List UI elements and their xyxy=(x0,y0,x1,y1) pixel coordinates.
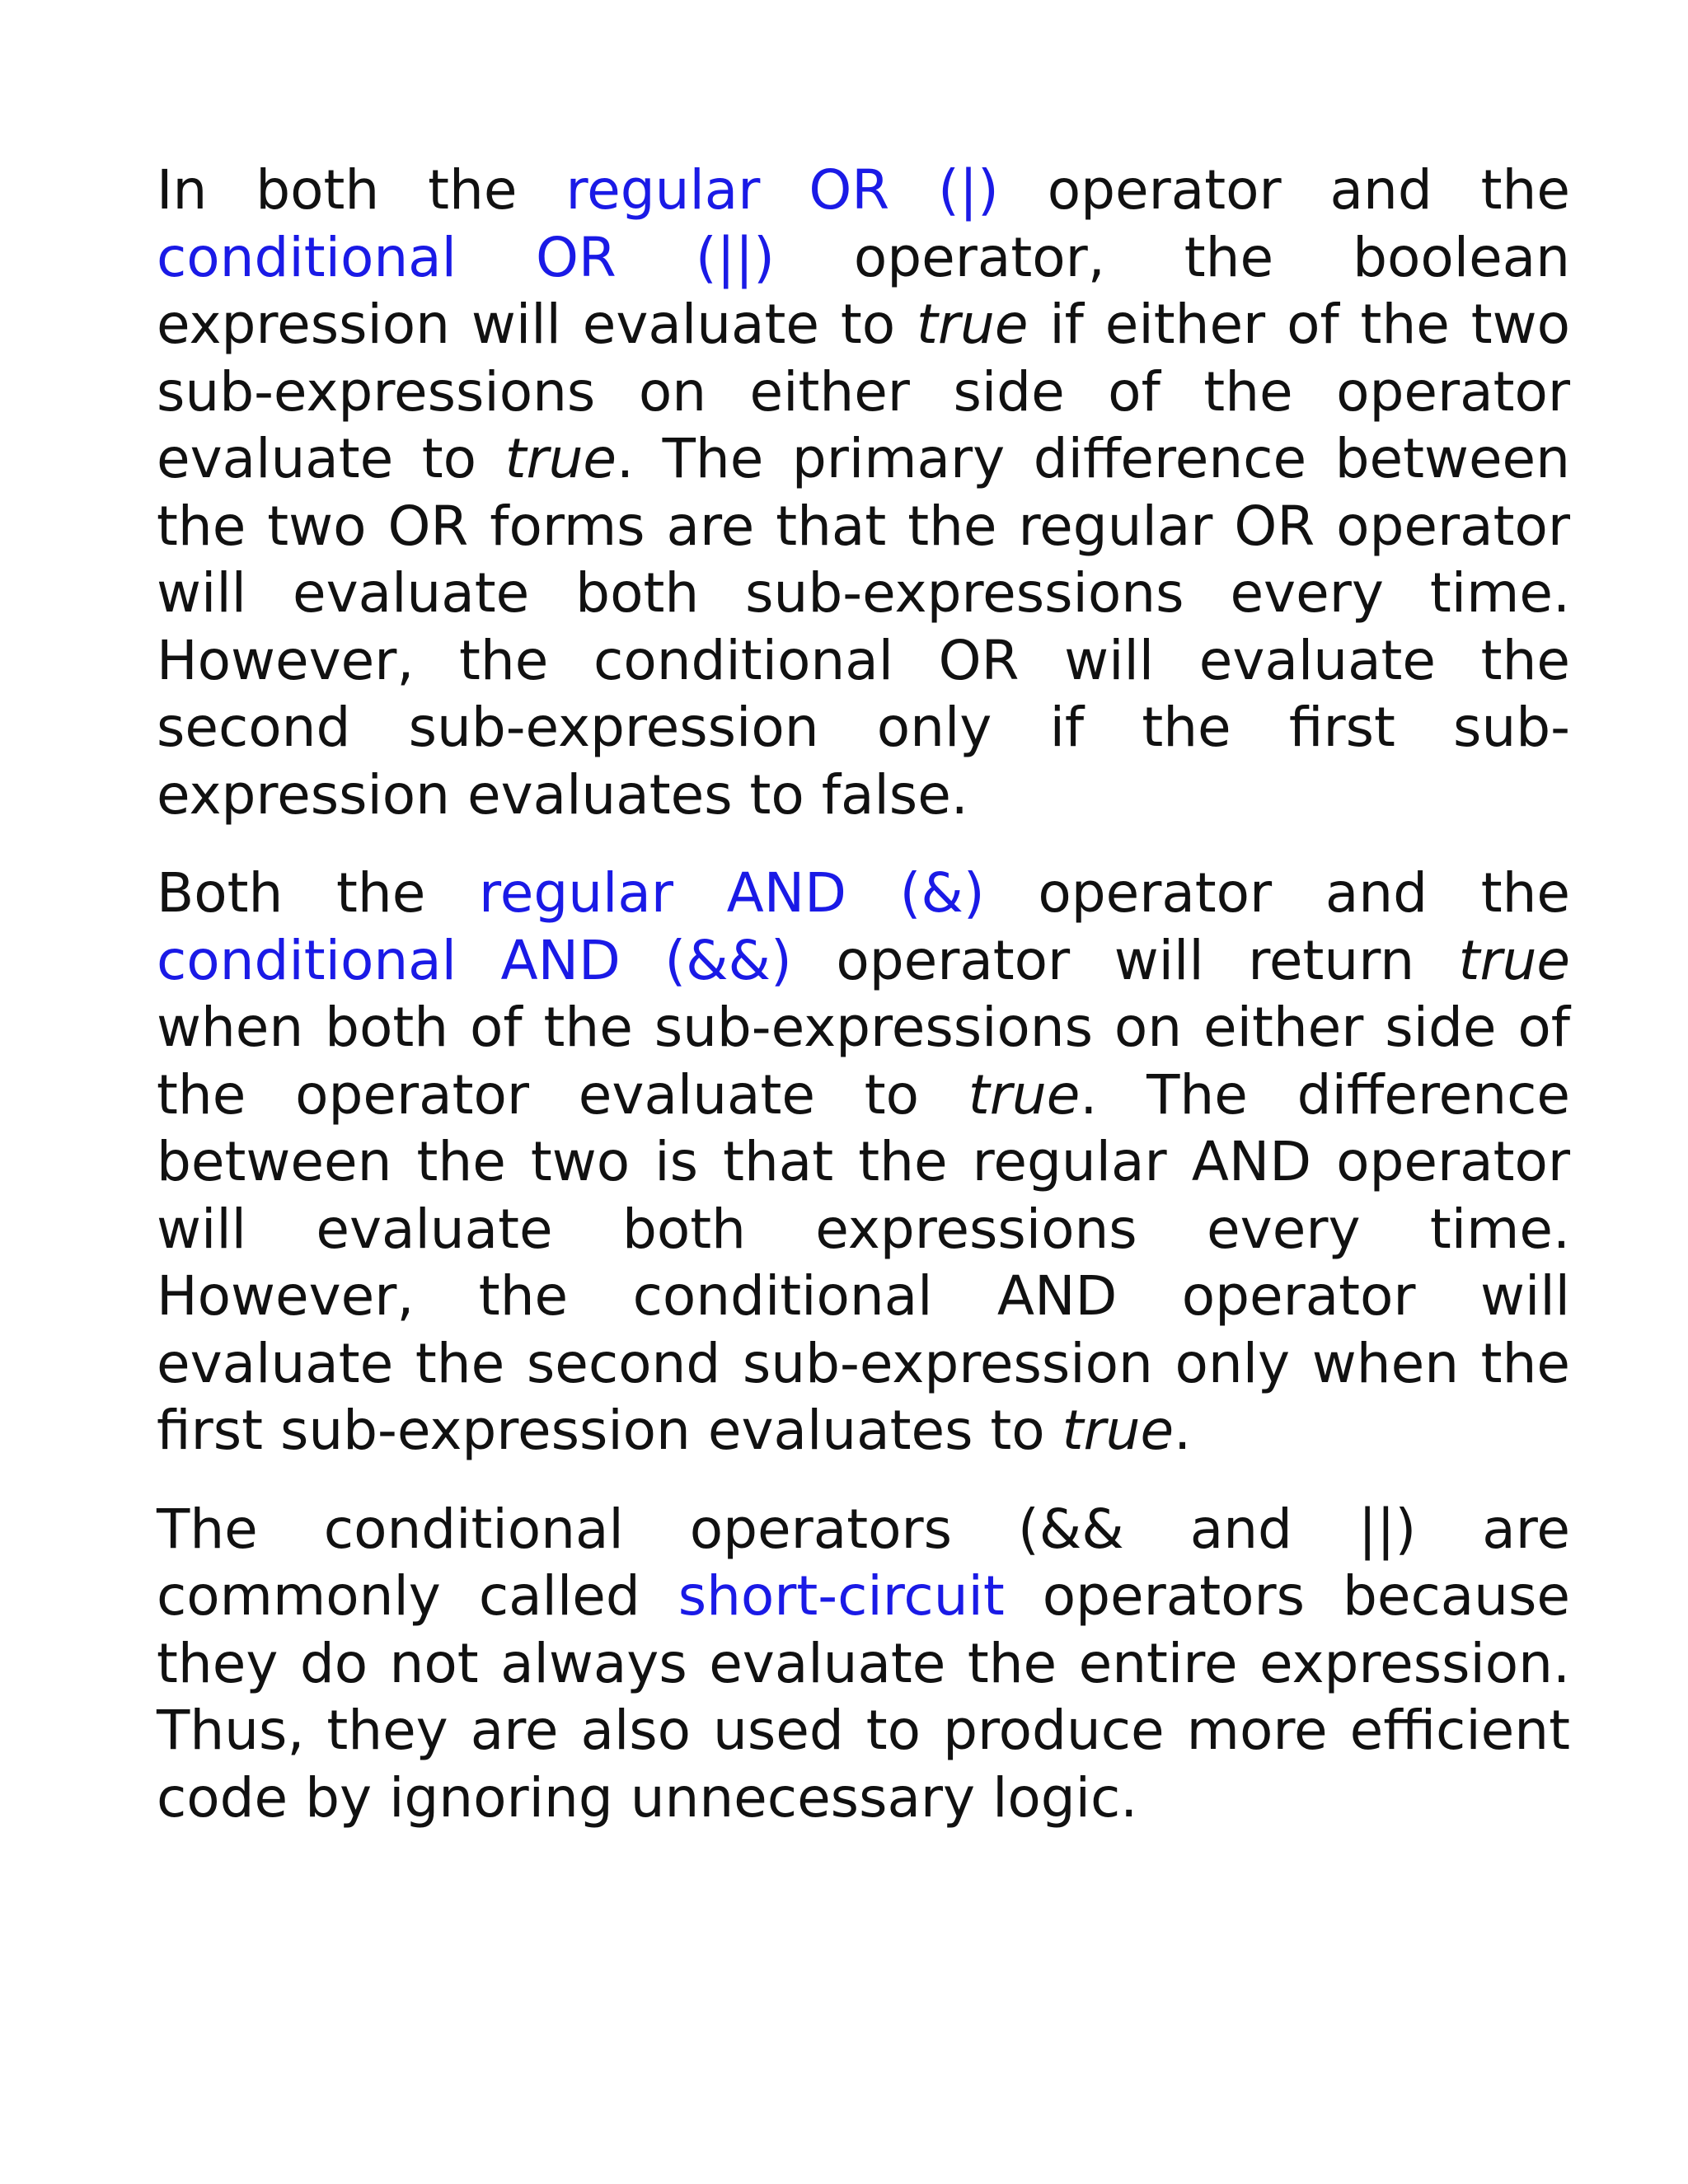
link-short-circuit[interactable]: short-circuit xyxy=(678,1564,1005,1628)
text-segment: . The difference between the two is that the regular AND operator will evaluate both expressions every time. However, the conditional AND operator will evaluate the second sub-expression only when the first sub-expression evaluates to xyxy=(157,1062,1571,1462)
emphasis-true: true xyxy=(968,1062,1081,1127)
paragraph-short-circuit xyxy=(157,1496,1570,1832)
text-segment: operator will return xyxy=(791,928,1459,992)
emphasis-true: true xyxy=(504,427,617,490)
link-regular-and[interactable]: regular AND (&) xyxy=(479,861,985,925)
paragraph-and-operators xyxy=(157,860,1570,1465)
text-segment: when both of the sub-expressions on either side of the operator evaluate to xyxy=(157,996,1570,1127)
text-segment: . xyxy=(1174,1399,1192,1462)
text-segment: In both the xyxy=(157,158,566,222)
text-segment: Both the xyxy=(157,861,480,925)
text-segment: operators because they do not always evaluate the entire expression. Thus, they are also used to produce more efficient code by ignoring unnecessary logic. xyxy=(157,1564,1570,1830)
text-segment: . The primary difference between the two OR forms are that the regular OR operator will evaluate both sub-expressions every time. However, the conditional OR will evaluate the second sub-expression only if the first sub-expression evaluates to false. xyxy=(157,427,1570,827)
link-conditional-and[interactable]: conditional AND (&&) xyxy=(157,928,792,992)
emphasis-true: true xyxy=(917,293,1029,356)
link-regular-or[interactable]: regular OR (|) xyxy=(565,158,999,222)
text-segment: if either of the two sub-expressions on either side of the operator evaluate to xyxy=(157,293,1570,490)
emphasis-true: true xyxy=(1062,1399,1175,1462)
text-segment: operator and the xyxy=(998,158,1570,222)
text-segment: operator, the boolean expression will evaluate to xyxy=(157,225,1570,356)
emphasis-true: true xyxy=(1458,928,1571,992)
text-segment: The conditional operators (&& and ||) are commonly called xyxy=(157,1497,1570,1628)
document-body xyxy=(157,157,1570,1863)
text-segment: operator and the xyxy=(984,861,1571,925)
link-conditional-or[interactable]: conditional OR (||) xyxy=(157,225,775,289)
paragraph-or-operators xyxy=(157,157,1570,828)
